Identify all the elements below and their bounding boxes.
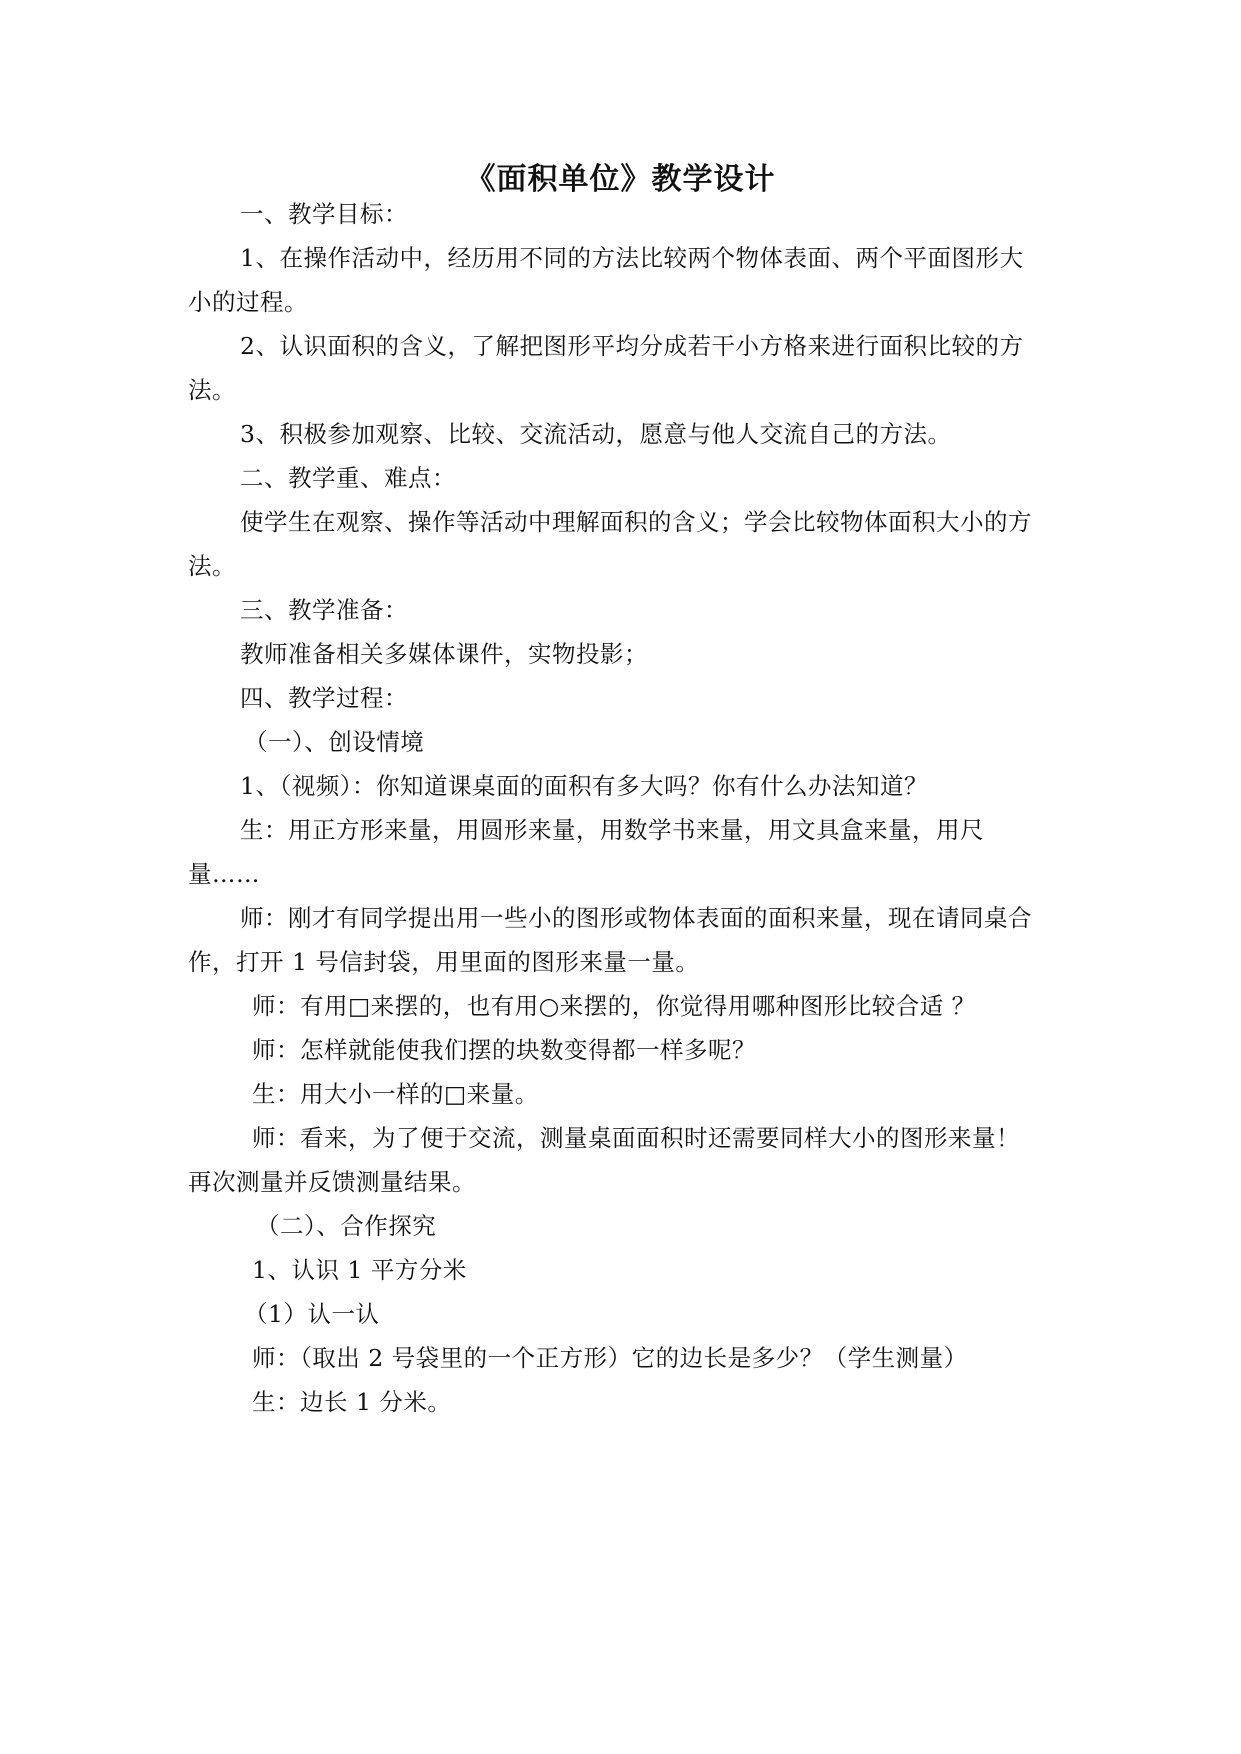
section-heading-preparation: 三、教学准备： bbox=[240, 596, 408, 624]
objective-1-line-1: 1、在操作活动中，经历用不同的方法比较两个物体表面、两个平面图形大 bbox=[240, 244, 1024, 272]
teacher-summary-line-2: 再次测量并反馈测量结果。 bbox=[188, 1168, 476, 1196]
student-answer-line-1: 生：用正方形来量，用圆形来量，用数学书来量，用文具盒来量，用尺 bbox=[240, 816, 984, 844]
explore-step-recognize: （1）认一认 bbox=[244, 1300, 380, 1328]
teacher-prompt-line-2: 作，打开 1 号信封袋，用里面的图形来量一量。 bbox=[188, 948, 700, 976]
objective-3: 3、积极参加观察、比较、交流活动，愿意与他人交流自己的方法。 bbox=[240, 420, 952, 448]
section-heading-process: 四、教学过程： bbox=[240, 684, 408, 712]
objective-2-line-2: 法。 bbox=[188, 376, 236, 404]
document-title: 《面积单位》教学设计 bbox=[465, 162, 776, 197]
section-heading-objectives: 一、教学目标： bbox=[240, 200, 408, 228]
teacher-question-shapes: 师：有用□来摆的，也有用○来摆的，你觉得用哪种图形比较合适 ？ bbox=[252, 992, 976, 1020]
explore-item-1: 1、认识 1 平方分米 bbox=[252, 1256, 467, 1284]
student-answer-line-2: 量…… bbox=[188, 860, 260, 888]
teacher-summary-line-1: 师：看来，为了便于交流，测量桌面面积时还需要同样大小的图形来量！ bbox=[252, 1124, 1020, 1152]
section-heading-key-points: 二、教学重、难点： bbox=[240, 464, 456, 492]
preparation-text: 教师准备相关多媒体课件，实物投影； bbox=[240, 640, 648, 668]
teacher-prompt-line-1: 师：刚才有同学提出用一些小的图形或物体表面的面积来量，现在请同桌合 bbox=[240, 904, 1032, 932]
key-points-line-1: 使学生在观察、操作等活动中理解面积的含义；学会比较物体面积大小的方 bbox=[240, 508, 1032, 536]
student-answer-same-size: 生：用大小一样的□来量。 bbox=[252, 1080, 539, 1108]
subsection-heading-scenario: （一）、创设情境 bbox=[244, 728, 425, 756]
key-points-line-2: 法。 bbox=[188, 552, 236, 580]
scenario-video-question: 1、（视频）：你知道课桌面的面积有多大吗？你有什么办法知道？ bbox=[240, 772, 928, 800]
subsection-heading-explore: （二）、合作探究 bbox=[256, 1212, 437, 1240]
student-answer-side-length: 生：边长 1 分米。 bbox=[252, 1388, 452, 1416]
teacher-question-side-length: 师：（取出 2 号袋里的一个正方形）它的边长是多少？（学生测量） bbox=[252, 1344, 968, 1372]
objective-2-line-1: 2、认识面积的含义，了解把图形平均分成若干小方格来进行面积比较的方 bbox=[240, 332, 1024, 360]
objective-1-line-2: 小的过程。 bbox=[188, 288, 308, 316]
teacher-question-same-count: 师：怎样就能使我们摆的块数变得都一样多呢？ bbox=[252, 1036, 756, 1064]
